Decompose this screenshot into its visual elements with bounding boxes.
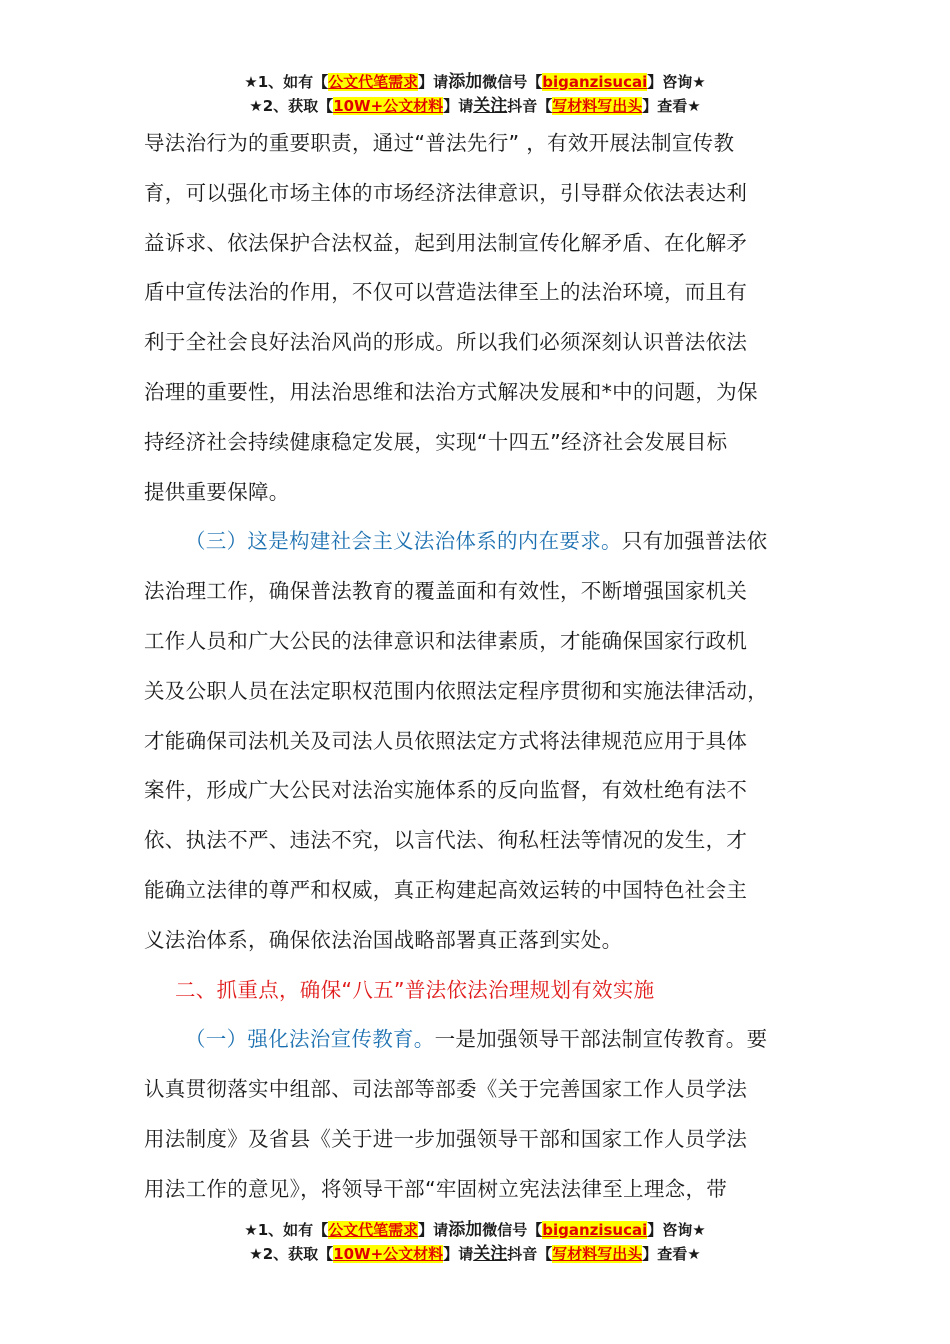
header-banner-bottom (0, 1218, 950, 1266)
subheading-3: （三）这是构建社会主义法治体系的内在要求。 (185, 529, 622, 554)
highlight-materials: 10W+公文材料 (333, 97, 444, 115)
footer-line-2: ★2、获取【10W+公文材料】请关注抖音【写材料写出头】查看★ (249, 1244, 701, 1264)
header-line-1: ★1、如有【公文代笔需求】请添加微信号【biganzisucai】咨询★ (244, 72, 706, 92)
subheading-1: （一）强化法治宣传教育。 (185, 1027, 435, 1052)
highlight-douyin: 写材料写出头 (552, 97, 643, 115)
header-banner-top (0, 70, 950, 118)
highlight-ghostwriting: 公文代笔需求 (328, 73, 419, 91)
paragraph-1: 导法治行为的重要职责，通过“普法先行” ，有效开展法制宣传教 育，可以强化市场主体的市场经济法律意识，引导群众依法表达利 益诉求、依法保护合法权益，起到用法制宣传化解矛盾、在化解矛 盾中宣传法治的作用，不仅可以营造法律至上的法治环境，而且有 利于全社会良好法治风尚的形成。所以我们必须深刻认识普法依法 治理的重要性，用法治思维和法治方式解决发展和*中的问题，为保 持经济社会持续健康稳定发展，实现“十四五”经济社会发展目标 提供重要保障。 (144, 131, 758, 504)
paragraph-2: （三）这是构建社会主义法治体系的内在要求。只有加强普法依 法治理工作，确保普法教育的覆盖面和有效性，不断增强国家机关 工作人员和广大公民的法律意识和法律素质，才能确保国家行政机 关及公职人员在法定职权范围内依照法定程序贯彻和实施法律活动， 才能确保司法机关及司法人员依照法定方式将法律规范应用于具体 案件，形成广大公民对法治实施体系的反向监督，有效杜绝有法不 依、执法不严、违法不究，以言代法、徇私枉法等情况的发生，才 能确立法律的尊严和权威，真正构建起高效运转的中国特色社会主 义法治体系，确保依法治国战略部署真正落到实处。 (144, 529, 768, 952)
highlight-wechat-id: biganzisucai (542, 73, 648, 91)
header-line-2: ★2、获取【10W+公文材料】请关注抖音【写材料写出头】查看★ (249, 96, 701, 116)
paragraph-3: （一）强化法治宣传教育。一是加强领导干部法制宣传教育。要 认真贯彻落实中组部、司法部等部委《关于完善国家工作人员学法 用法制度》及省县《关于进一步加强领导干部和国家工作人员学法 用法工作的意见》，将领导干部“牢固树立宪法法律至上理念，带 (144, 1027, 768, 1201)
document-body (144, 119, 844, 1215)
section-heading-2: 二、抓重点，确保“八五”普法依法治理规划有效实施 (175, 977, 655, 1002)
footer-line-1: ★1、如有【公文代笔需求】请添加微信号【biganzisucai】咨询★ (244, 1220, 706, 1240)
